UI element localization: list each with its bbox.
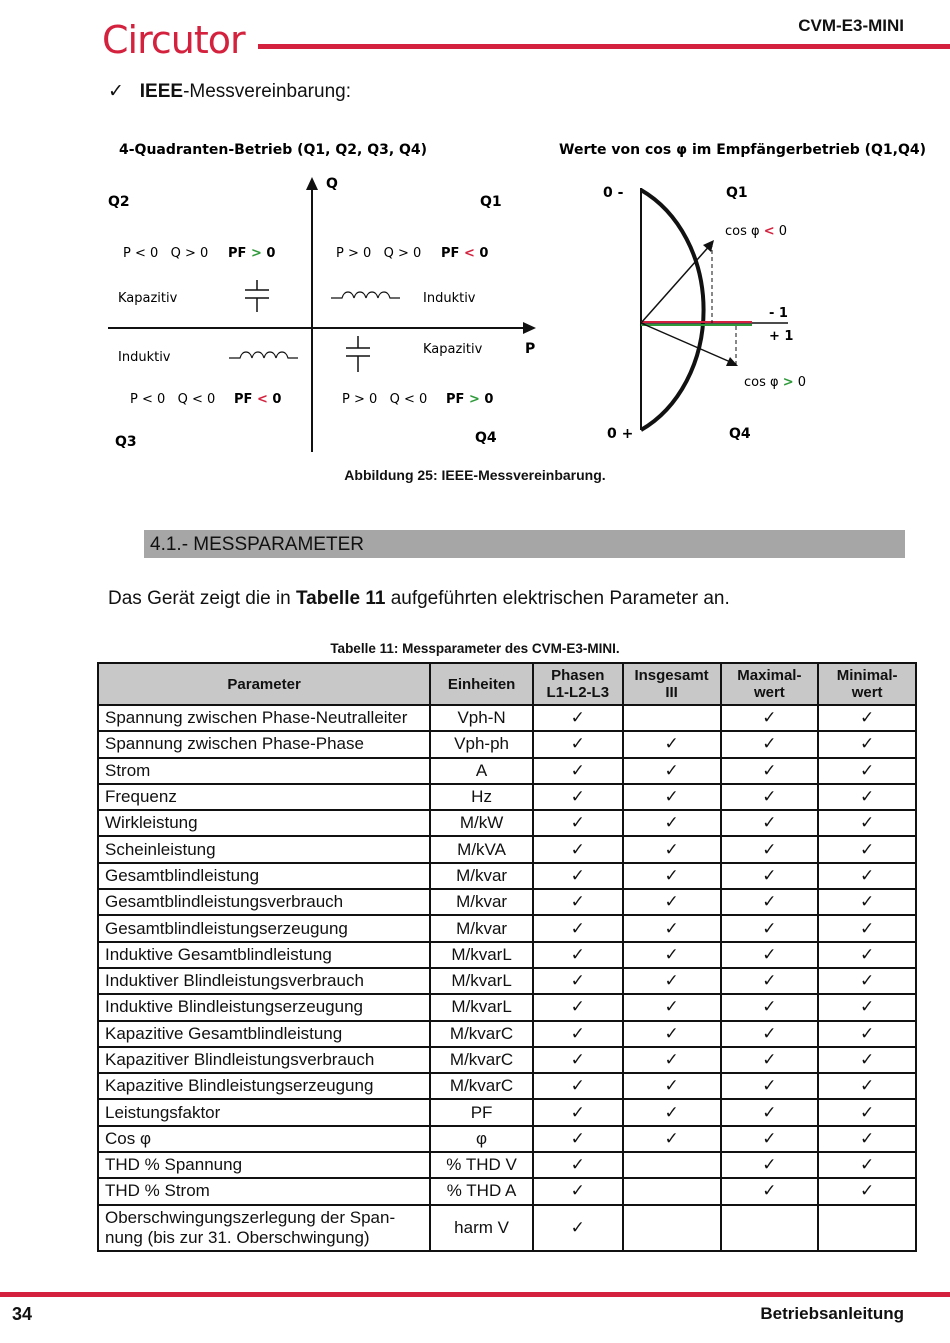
- min-check-cell: [818, 836, 916, 862]
- total-check-cell: [623, 1205, 721, 1251]
- quadrant-axes: [108, 177, 536, 452]
- table-row: [98, 1126, 916, 1152]
- table-row: [98, 915, 916, 941]
- unit-cell: M/kvar: [430, 889, 533, 915]
- footer-rule: [0, 1292, 950, 1297]
- check-icon: ✓: [762, 787, 777, 807]
- q1-condition: P > 0 Q > 0: [336, 246, 422, 261]
- min-check-cell: [818, 784, 916, 810]
- parameter-cell: Gesamtblindleistung: [98, 863, 430, 889]
- quadrant-q3-label: Q3: [115, 434, 137, 450]
- unit-cell: M/kvarC: [430, 1047, 533, 1073]
- table-row: [98, 968, 916, 994]
- check-icon: ✓: [570, 1050, 585, 1069]
- inductor-icon: [229, 352, 298, 358]
- unit-cell: A: [430, 758, 533, 784]
- document-title: CVM-E3-MINI: [798, 16, 904, 35]
- table-row: [98, 994, 916, 1020]
- phases-check-cell: [533, 1205, 623, 1251]
- phases-check-cell: [533, 915, 623, 941]
- phases-check-cell: [533, 810, 623, 836]
- quadrant-q4-label: Q4: [475, 430, 497, 446]
- unit-cell: PF: [430, 1099, 533, 1125]
- check-icon: ✓: [664, 971, 679, 991]
- unit-cell: M/kVA: [430, 836, 533, 862]
- axis-p-label: P: [525, 341, 536, 357]
- quadrant-q2-label: Q2: [108, 194, 130, 210]
- max-check-cell: [721, 1178, 819, 1204]
- header-rule: [258, 44, 950, 49]
- parameter-cell: Induktive Blindleistungserzeugung: [98, 994, 430, 1020]
- header-total: Insgesamt III: [623, 663, 721, 705]
- check-icon: ✓: [570, 813, 585, 833]
- check-icon: ✓: [664, 760, 679, 780]
- check-icon: ✓: [570, 787, 585, 807]
- q3-induktiv-label: Induktiv: [118, 350, 171, 365]
- check-icon: ✓: [762, 971, 777, 991]
- check-icon: ✓: [762, 708, 777, 728]
- minus-one-label: - 1: [769, 306, 788, 321]
- check-icon: ✓: [570, 944, 585, 964]
- max-check-cell: [721, 994, 819, 1020]
- check-icon: ✓: [570, 1128, 585, 1148]
- check-icon: ✓: [664, 813, 679, 833]
- total-check-cell: [623, 1126, 721, 1152]
- parameter-cell: Gesamtblindleistungserzeugung: [98, 915, 430, 941]
- figure-caption: Abbildung 25: IEEE-Messvereinbarung.: [344, 467, 606, 483]
- total-check-cell: [623, 1073, 721, 1099]
- min-check-cell: [818, 968, 916, 994]
- header-min: Minimal- wert: [818, 663, 916, 705]
- unit-cell: Vph-N: [430, 705, 533, 731]
- max-check-cell: [721, 968, 819, 994]
- check-icon: ✓: [762, 1102, 777, 1122]
- check-icon: ✓: [860, 1181, 875, 1201]
- cos-q4-label: Q4: [729, 426, 751, 442]
- min-check-cell: [818, 889, 916, 915]
- phases-check-cell: [533, 1152, 623, 1178]
- min-check-cell: [818, 1047, 916, 1073]
- check-icon: ✓: [860, 971, 875, 991]
- max-check-cell: [721, 731, 819, 757]
- inductor-icon: [331, 292, 400, 298]
- parameter-cell: Induktive Gesamtblindleistung: [98, 942, 430, 968]
- phases-check-cell: [533, 1047, 623, 1073]
- max-check-cell: [721, 1047, 819, 1073]
- total-check-cell: [623, 758, 721, 784]
- q3-pf: PF < 0: [234, 392, 282, 407]
- total-check-cell: [623, 810, 721, 836]
- parameters-table: [97, 662, 917, 1252]
- plus-one-label: + 1: [769, 329, 794, 344]
- unit-cell: M/kW: [430, 810, 533, 836]
- max-check-cell: [721, 1073, 819, 1099]
- max-check-cell: [721, 810, 819, 836]
- header-units: Einheiten: [430, 663, 533, 705]
- min-check-cell: [818, 1205, 916, 1251]
- table-row: [98, 889, 916, 915]
- min-check-cell: [818, 1073, 916, 1099]
- parameter-cell: Frequenz: [98, 784, 430, 810]
- unit-cell: M/kvarL: [430, 942, 533, 968]
- q2-pf: PF > 0: [228, 246, 276, 261]
- check-icon: ✓: [570, 1181, 585, 1201]
- total-check-cell: [623, 889, 721, 915]
- check-icon: ✓: [860, 892, 875, 912]
- total-check-cell: [623, 968, 721, 994]
- ieee-bold: IEEE: [139, 81, 184, 102]
- cos-negative-label: cos φ < 0: [725, 224, 788, 239]
- total-check-cell: [623, 942, 721, 968]
- unit-cell: M/kvarL: [430, 968, 533, 994]
- parameter-cell: Wirkleistung: [98, 810, 430, 836]
- phases-check-cell: [533, 1099, 623, 1125]
- check-icon: ✓: [860, 839, 875, 859]
- total-check-cell: [623, 705, 721, 731]
- check-icon: ✓: [860, 708, 875, 728]
- table-row: [98, 1073, 916, 1099]
- phases-check-cell: [533, 1021, 623, 1047]
- q4-pf: PF > 0: [446, 392, 494, 407]
- check-icon: ✓: [570, 1217, 585, 1237]
- check-icon: ✓: [108, 81, 124, 102]
- header-max: Maximal- wert: [721, 663, 819, 705]
- check-icon: ✓: [860, 760, 875, 780]
- max-check-cell: [721, 1099, 819, 1125]
- max-check-cell: [721, 784, 819, 810]
- cos-positive-label: cos φ > 0: [744, 375, 807, 390]
- total-check-cell: [623, 784, 721, 810]
- phases-check-cell: [533, 1073, 623, 1099]
- parameter-cell: THD % Spannung: [98, 1152, 430, 1178]
- total-check-cell: [623, 915, 721, 941]
- max-check-cell: [721, 915, 819, 941]
- total-check-cell: [623, 731, 721, 757]
- parameter-cell: Strom: [98, 758, 430, 784]
- table-row: [98, 1178, 916, 1204]
- table-header-row: [98, 663, 916, 705]
- max-check-cell: [721, 889, 819, 915]
- check-icon: ✓: [762, 1076, 777, 1096]
- left-diagram-title: 4-Quadranten-Betrieb (Q1, Q2, Q3, Q4): [119, 142, 428, 158]
- total-check-cell: [623, 836, 721, 862]
- unit-cell: M/kvarC: [430, 1073, 533, 1099]
- page-number: 34: [12, 1304, 33, 1324]
- max-check-cell: [721, 1126, 819, 1152]
- capacitor-icon: [245, 280, 269, 312]
- ieee-heading: [108, 80, 351, 103]
- check-icon: ✓: [664, 1128, 679, 1148]
- check-icon: ✓: [664, 1050, 679, 1069]
- total-check-cell: [623, 863, 721, 889]
- zero-plus-label: 0 +: [607, 426, 634, 442]
- check-icon: ✓: [664, 865, 679, 885]
- ieee-convention-figure: [0, 130, 950, 460]
- phases-check-cell: [533, 1178, 623, 1204]
- min-check-cell: [818, 810, 916, 836]
- check-icon: ✓: [664, 997, 679, 1017]
- table-row: [98, 1152, 916, 1178]
- table-row: [98, 1021, 916, 1047]
- check-icon: ✓: [860, 787, 875, 807]
- check-icon: ✓: [570, 708, 585, 728]
- phases-check-cell: [533, 863, 623, 889]
- check-icon: ✓: [860, 813, 875, 833]
- total-check-cell: [623, 994, 721, 1020]
- table-row: [98, 784, 916, 810]
- max-check-cell: [721, 942, 819, 968]
- parameter-cell: Leistungsfaktor: [98, 1099, 430, 1125]
- unit-cell: M/kvar: [430, 915, 533, 941]
- unit-cell: % THD A: [430, 1178, 533, 1204]
- intro-paragraph: Das Gerät zeigt die in Tabelle 11 aufgeführten elektrischen Parameter an.: [108, 588, 730, 609]
- check-icon: ✓: [762, 892, 777, 912]
- table-row: [98, 810, 916, 836]
- check-icon: ✓: [570, 839, 585, 859]
- circutor-logo: Circutor: [102, 18, 245, 62]
- min-check-cell: [818, 705, 916, 731]
- total-check-cell: [623, 1178, 721, 1204]
- parameter-cell: Kapazitive Blindleistungserzeugung: [98, 1073, 430, 1099]
- total-check-cell: [623, 1099, 721, 1125]
- phases-check-cell: [533, 889, 623, 915]
- q1-pf: PF < 0: [441, 246, 489, 261]
- max-check-cell: [721, 1021, 819, 1047]
- total-check-cell: [623, 1047, 721, 1073]
- min-check-cell: [818, 915, 916, 941]
- min-check-cell: [818, 731, 916, 757]
- check-icon: ✓: [664, 944, 679, 964]
- min-check-cell: [818, 942, 916, 968]
- footer-label: Betriebsanleitung: [760, 1304, 904, 1323]
- q2-kapazitiv-label: Kapazitiv: [118, 291, 178, 306]
- unit-cell: Vph-ph: [430, 731, 533, 757]
- cos-q1-label: Q1: [726, 185, 748, 201]
- check-icon: ✓: [762, 1023, 777, 1043]
- check-icon: ✓: [762, 1155, 777, 1175]
- check-icon: ✓: [860, 1050, 875, 1069]
- min-check-cell: [818, 758, 916, 784]
- parameter-cell: Kapazitive Gesamtblindleistung: [98, 1021, 430, 1047]
- header-parameter: Parameter: [98, 663, 430, 705]
- table-reference: Tabelle 11: [295, 588, 386, 609]
- min-check-cell: [818, 1178, 916, 1204]
- check-icon: ✓: [664, 918, 679, 938]
- parameter-cell: Spannung zwischen Phase-Phase: [98, 731, 430, 757]
- section-heading: 4.1.- MESSPARAMETER: [144, 530, 905, 558]
- phases-check-cell: [533, 1126, 623, 1152]
- q2-condition: P < 0 Q > 0: [123, 246, 209, 261]
- unit-cell: harm V: [430, 1205, 533, 1251]
- capacitor-icon: [346, 336, 370, 372]
- phases-check-cell: [533, 942, 623, 968]
- check-icon: ✓: [860, 1102, 875, 1122]
- check-icon: ✓: [570, 1023, 585, 1043]
- min-check-cell: [818, 994, 916, 1020]
- min-check-cell: [818, 1152, 916, 1178]
- parameter-cell: Cos φ: [98, 1126, 430, 1152]
- check-icon: ✓: [860, 997, 875, 1017]
- check-icon: ✓: [860, 734, 875, 754]
- check-icon: ✓: [762, 813, 777, 833]
- unit-cell: Hz: [430, 784, 533, 810]
- check-icon: ✓: [570, 734, 585, 754]
- check-icon: ✓: [664, 892, 679, 912]
- total-check-cell: [623, 1152, 721, 1178]
- zero-minus-label: 0 -: [603, 185, 624, 201]
- min-check-cell: [818, 863, 916, 889]
- parameter-cell: THD % Strom: [98, 1178, 430, 1204]
- unit-cell: φ: [430, 1126, 533, 1152]
- parameter-cell: Induktiver Blindleistungsverbrauch: [98, 968, 430, 994]
- check-icon: ✓: [860, 1023, 875, 1043]
- check-icon: ✓: [762, 839, 777, 859]
- table-caption: Tabelle 11: Messparameter des CVM-E3-MINI.: [330, 641, 620, 656]
- min-check-cell: [818, 1021, 916, 1047]
- check-icon: ✓: [570, 918, 585, 938]
- check-icon: ✓: [860, 865, 875, 885]
- phases-check-cell: [533, 705, 623, 731]
- check-icon: ✓: [762, 760, 777, 780]
- table-row: [98, 1099, 916, 1125]
- check-icon: ✓: [762, 734, 777, 754]
- q4-kapazitiv-label: Kapazitiv: [423, 342, 483, 357]
- unit-cell: M/kvar: [430, 863, 533, 889]
- check-icon: ✓: [664, 1076, 679, 1096]
- max-check-cell: [721, 836, 819, 862]
- check-icon: ✓: [762, 865, 777, 885]
- check-icon: ✓: [860, 944, 875, 964]
- phases-check-cell: [533, 758, 623, 784]
- header-phases: Phasen L1-L2-L3: [533, 663, 623, 705]
- check-icon: ✓: [570, 997, 585, 1017]
- parameter-cell: Kapazitiver Blindleistungsverbrauch: [98, 1047, 430, 1073]
- table-row: [98, 758, 916, 784]
- check-icon: ✓: [762, 1181, 777, 1201]
- parameter-cell: Gesamtblindleistungsverbrauch: [98, 889, 430, 915]
- q4-condition: P > 0 Q < 0: [342, 392, 428, 407]
- q3-condition: P < 0 Q < 0: [130, 392, 216, 407]
- right-diagram-title: Werte von cos φ im Empfängerbetrieb (Q1,Q4): [559, 142, 927, 158]
- table-row: [98, 863, 916, 889]
- unit-cell: % THD V: [430, 1152, 533, 1178]
- check-icon: ✓: [762, 997, 777, 1017]
- total-check-cell: [623, 1021, 721, 1047]
- q1-induktiv-label: Induktiv: [423, 291, 476, 306]
- parameter-cell: Oberschwingungszerlegung der Span- nung (bis zur 31. Oberschwingung): [98, 1205, 430, 1251]
- table-row: [98, 705, 916, 731]
- check-icon: ✓: [664, 1102, 679, 1122]
- check-icon: ✓: [664, 1023, 679, 1043]
- check-icon: ✓: [570, 865, 585, 885]
- min-check-cell: [818, 1099, 916, 1125]
- unit-cell: M/kvarL: [430, 994, 533, 1020]
- min-check-cell: [818, 1126, 916, 1152]
- table-row: [98, 1205, 916, 1251]
- check-icon: ✓: [570, 1155, 585, 1175]
- check-icon: ✓: [664, 839, 679, 859]
- check-icon: ✓: [860, 918, 875, 938]
- parameter-cell: Scheinleistung: [98, 836, 430, 862]
- max-check-cell: [721, 1152, 819, 1178]
- check-icon: ✓: [860, 1155, 875, 1175]
- check-icon: ✓: [570, 892, 585, 912]
- table-row: [98, 836, 916, 862]
- check-icon: ✓: [762, 944, 777, 964]
- max-check-cell: [721, 705, 819, 731]
- phases-check-cell: [533, 836, 623, 862]
- axis-q-label: Q: [326, 176, 338, 192]
- check-icon: ✓: [762, 1128, 777, 1148]
- check-icon: ✓: [570, 760, 585, 780]
- check-icon: ✓: [570, 971, 585, 991]
- max-check-cell: [721, 758, 819, 784]
- check-icon: ✓: [860, 1076, 875, 1096]
- check-icon: ✓: [664, 787, 679, 807]
- table-row: [98, 731, 916, 757]
- check-icon: ✓: [762, 1050, 777, 1069]
- check-icon: ✓: [570, 1102, 585, 1122]
- table-row: [98, 1047, 916, 1073]
- phases-check-cell: [533, 731, 623, 757]
- check-icon: ✓: [762, 918, 777, 938]
- check-icon: ✓: [664, 734, 679, 754]
- max-check-cell: [721, 863, 819, 889]
- quadrant-q1-label: Q1: [480, 194, 502, 210]
- check-icon: ✓: [860, 1128, 875, 1148]
- table-row: [98, 942, 916, 968]
- unit-cell: M/kvarC: [430, 1021, 533, 1047]
- phases-check-cell: [533, 994, 623, 1020]
- max-check-cell: [721, 1205, 819, 1251]
- parameter-cell: Spannung zwischen Phase-Neutralleiter: [98, 705, 430, 731]
- ieee-rest: -Messvereinbarung:: [183, 81, 351, 102]
- phases-check-cell: [533, 968, 623, 994]
- check-icon: ✓: [570, 1076, 585, 1096]
- phases-check-cell: [533, 784, 623, 810]
